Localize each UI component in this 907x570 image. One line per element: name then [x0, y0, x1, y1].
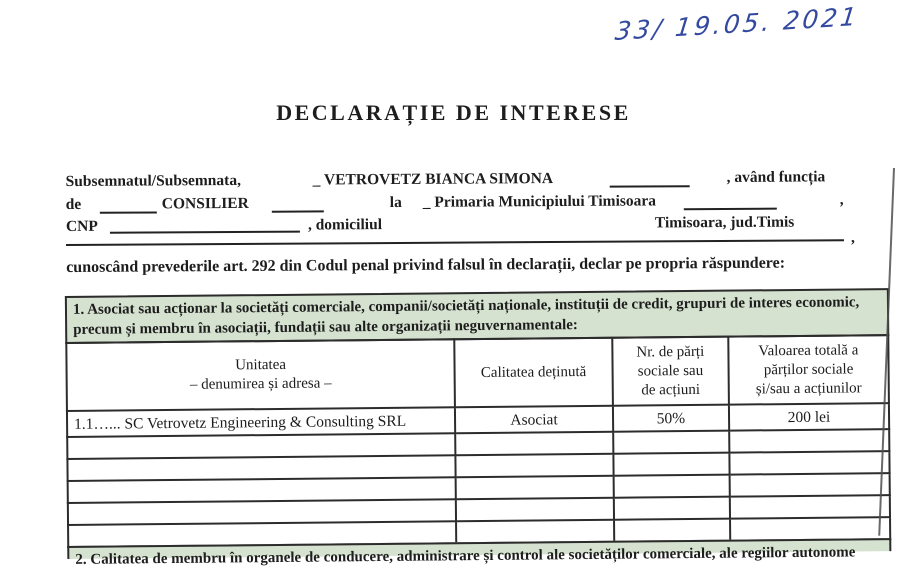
- cell-calitatea: [456, 454, 614, 478]
- functie-blank-left: [100, 195, 157, 213]
- cell-valoarea: [729, 451, 889, 475]
- cell-valoarea: 200 lei: [729, 403, 889, 431]
- table-header-row: [66, 335, 889, 411]
- cell-valoarea: [730, 495, 890, 519]
- legal-disclaimer: cunoscând prevederile art. 292 din Codul penal privind falsul în declarații, declar pe propria răspundere:: [66, 254, 786, 276]
- line2-comma: ,: [839, 191, 844, 209]
- col-header-unitatea: Unitatea – denumirea și adresa –: [66, 339, 455, 411]
- la-label: la: [389, 193, 402, 212]
- cell-calitatea: [455, 432, 613, 456]
- section2-heading-partial: 2. Calitatea de membru în organele de conducere, administrare și control ale societăților comerciale, ale regiilor autonome: [67, 538, 891, 559]
- line4-comma: ,: [850, 229, 855, 247]
- cnp-label: CNP: [65, 217, 98, 236]
- col-header-calitatea: Calitatea deținută: [454, 338, 612, 408]
- section1-table: [65, 334, 891, 548]
- subsemnatul-label: Subsemnatul/Subsemnata,: [65, 171, 241, 191]
- cell-calitatea: [456, 476, 614, 500]
- cell-valoarea: [729, 429, 889, 453]
- cell-calitatea: Asociat: [455, 406, 613, 434]
- cell-nr-parti: [613, 475, 729, 498]
- cell-nr-parti: [614, 497, 730, 520]
- cell-valoarea: [730, 473, 890, 497]
- cell-calitatea: [456, 498, 614, 522]
- cell-calitatea: [456, 520, 614, 544]
- cell-valoarea: [730, 517, 890, 541]
- section1-heading: 1. Asociat sau acționar la societăți comerciale, companii/societăți naționale, instituții de credit, grupuri de interes economic, precum și membru în asociații, fundații sau alte organizații neguvernamentale:: [65, 288, 889, 344]
- institutie-blank-line: [684, 192, 777, 211]
- cell-unitatea: 1.1…... SC Vetrovetz Engineering & Consulting SRL: [67, 407, 455, 437]
- domiciliul-label: , domiciliul: [307, 216, 383, 234]
- cell-nr-parti: [613, 431, 729, 454]
- institutie-value: _ Primaria Municipiului Timisoara: [422, 192, 657, 211]
- functie-value: CONSILIER: [161, 194, 249, 213]
- handwritten-date-note: 33/ 19.05. 2021: [613, 1, 861, 46]
- page-title: DECLARAȚIE DE INTERESE: [276, 100, 631, 125]
- de-label: de: [65, 195, 82, 214]
- declarant-name-value: _ VETROVETZ BIANCA SIMONA: [312, 170, 554, 189]
- cell-nr-parti: 50%: [613, 405, 729, 432]
- section1-table-block: [65, 288, 891, 568]
- functie-blank-right: [272, 194, 324, 212]
- avand-functia-label: , având funcția: [726, 168, 826, 186]
- col-header-valoarea: Valoarea totală a părților sociale și/sau a acțiunilor: [728, 335, 889, 405]
- col-header-nr-parti: Nr. de părți sociale sau de acțiuni: [612, 337, 729, 406]
- domiciliul-value: Timisoara, jud.Timis: [654, 213, 795, 232]
- cell-nr-parti: [613, 453, 729, 476]
- name-blank-line: [610, 169, 690, 187]
- cell-nr-parti: [614, 519, 730, 542]
